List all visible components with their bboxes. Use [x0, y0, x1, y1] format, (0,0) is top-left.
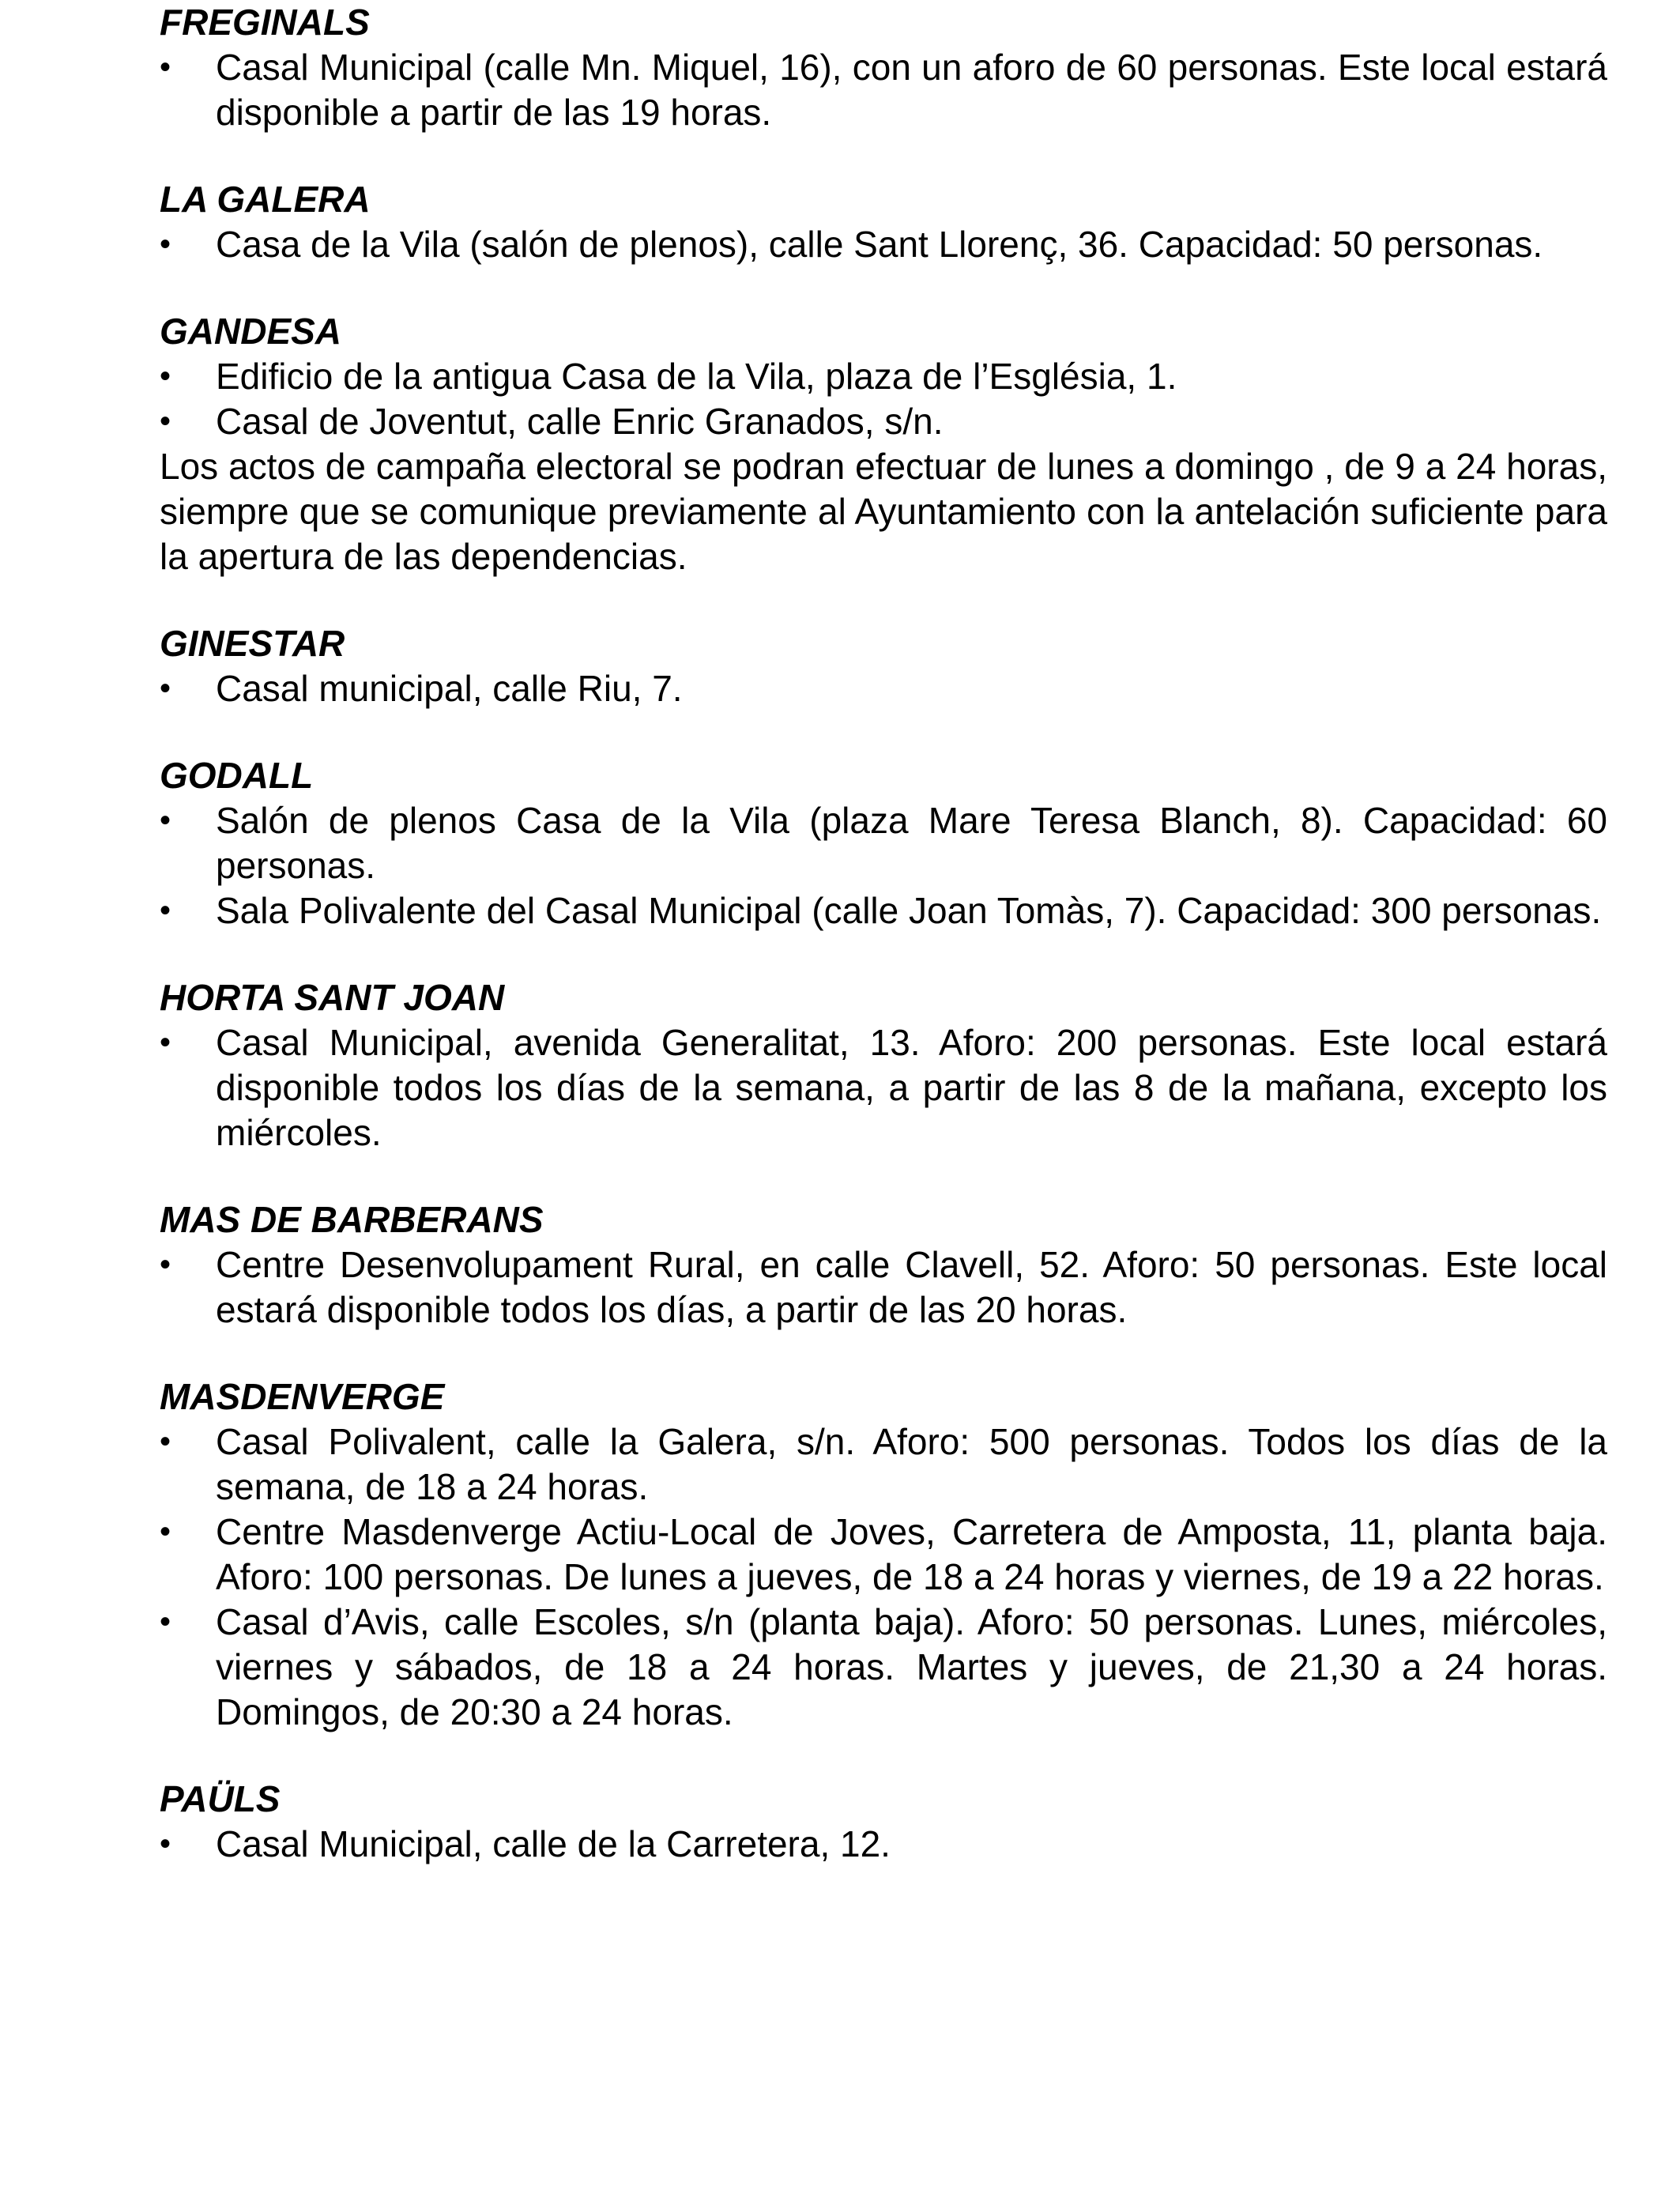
section-masdenverge	[160, 1374, 1607, 1735]
list-item-text: Casal Municipal, avenida Generalitat, 13. Aforo: 200 personas. Este local estará disponible todos los días de la semana, a partir de las 8 de la mañana, excepto los miércoles.	[216, 1022, 1607, 1153]
bullet-icon: •	[160, 1604, 171, 1639]
list-item	[160, 354, 1607, 399]
bullet-icon: •	[160, 803, 171, 838]
section-heading: MAS DE BARBERANS	[160, 1199, 544, 1240]
section-horta-sant-joan	[160, 975, 1607, 1155]
list-item-text: Sala Polivalente del Casal Municipal (calle Joan Tomàs, 7). Capacidad: 300 personas.	[216, 890, 1602, 931]
bullet-icon: •	[160, 1025, 171, 1060]
list-item	[160, 1419, 1607, 1510]
bullet-icon: •	[160, 1247, 171, 1282]
list-item	[160, 1510, 1607, 1600]
section-paragraph: Los actos de campaña electoral se podran efectuar de lunes a domingo , de 9 a 24 horas, siempre que se comunique previamente al Ayuntamiento con la antelación suficiente para la apertura de las dependencias.	[160, 446, 1607, 577]
list-item-text: Casal municipal, calle Riu, 7.	[216, 668, 683, 709]
section-freginals	[160, 0, 1607, 135]
section-heading: GODALL	[160, 755, 314, 796]
list-item	[160, 1020, 1607, 1155]
section-la-galera	[160, 177, 1607, 267]
section-heading: GANDESA	[160, 311, 342, 352]
section-heading: HORTA SANT JOAN	[160, 977, 505, 1018]
section-gandesa	[160, 309, 1607, 579]
list-item-text: Casa de la Vila (salón de plenos), calle Sant Llorenç, 36. Capacidad: 50 personas.	[216, 224, 1543, 265]
bullet-list	[160, 354, 1607, 444]
bullet-icon: •	[160, 50, 171, 85]
bullet-icon: •	[160, 1424, 171, 1459]
bullet-list	[160, 1020, 1607, 1155]
list-item-text: Casal Municipal (calle Mn. Miquel, 16), con un aforo de 60 personas. Este local estará disponible a partir de las 19 horas.	[216, 47, 1607, 133]
list-item-text: Casal d’Avis, calle Escoles, s/n (planta baja). Aforo: 50 personas. Lunes, miércoles, viernes y sábados, de 18 a 24 horas. Martes y jueves, de 21,30 a 24 horas. Domingos, de 20:30 a 24 horas.	[216, 1601, 1607, 1732]
list-item-text: Casal Municipal, calle de la Carretera, 12.	[216, 1823, 891, 1864]
list-item-text: Centre Masdenverge Actiu-Local de Joves, Carretera de Amposta, 11, planta baja. Aforo: 100 personas. De lunes a jueves, de 18 a 24 horas y viernes, de 19 a 22 horas.	[216, 1511, 1607, 1597]
bullet-list	[160, 666, 1607, 711]
bullet-icon: •	[160, 1826, 171, 1861]
bullet-icon: •	[160, 359, 171, 394]
section-ginestar	[160, 621, 1607, 711]
section-heading: FREGINALS	[160, 2, 370, 43]
list-item	[160, 666, 1607, 711]
list-item-text: Salón de plenos Casa de la Vila (plaza Mare Teresa Blanch, 8). Capacidad: 60 personas.	[216, 800, 1607, 886]
bullet-list	[160, 798, 1607, 933]
bullet-icon: •	[160, 404, 171, 439]
bullet-icon: •	[160, 893, 171, 928]
section-mas-de-barberans	[160, 1197, 1607, 1333]
bullet-icon: •	[160, 227, 171, 262]
list-item	[160, 1242, 1607, 1333]
document-page	[160, 0, 1607, 1909]
section-heading: GINESTAR	[160, 623, 345, 664]
list-item-text: Casal de Joventut, calle Enric Granados, s/n.	[216, 401, 944, 442]
section-heading: PAÜLS	[160, 1778, 281, 1819]
list-item	[160, 798, 1607, 888]
list-item	[160, 222, 1607, 267]
list-item-text: Casal Polivalent, calle la Galera, s/n. Aforo: 500 personas. Todos los días de la semana, de 18 a 24 horas.	[216, 1421, 1607, 1507]
list-item	[160, 888, 1607, 933]
list-item	[160, 399, 1607, 444]
section-heading: MASDENVERGE	[160, 1376, 445, 1417]
bullet-list	[160, 1242, 1607, 1333]
section-pauls	[160, 1777, 1607, 1867]
bullet-list	[160, 45, 1607, 135]
list-item-text: Edificio de la antigua Casa de la Vila, plaza de l’Església, 1.	[216, 356, 1177, 397]
section-heading: LA GALERA	[160, 179, 371, 220]
bullet-list	[160, 1419, 1607, 1735]
bullet-icon: •	[160, 1514, 171, 1549]
list-item	[160, 45, 1607, 135]
bullet-list	[160, 222, 1607, 267]
list-item	[160, 1600, 1607, 1735]
list-item-text: Centre Desenvolupament Rural, en calle Clavell, 52. Aforo: 50 personas. Este local estará disponible todos los días, a partir de las 20 horas.	[216, 1244, 1607, 1330]
list-item	[160, 1822, 1607, 1867]
bullet-list	[160, 1822, 1607, 1867]
section-godall	[160, 753, 1607, 933]
bullet-icon: •	[160, 671, 171, 706]
